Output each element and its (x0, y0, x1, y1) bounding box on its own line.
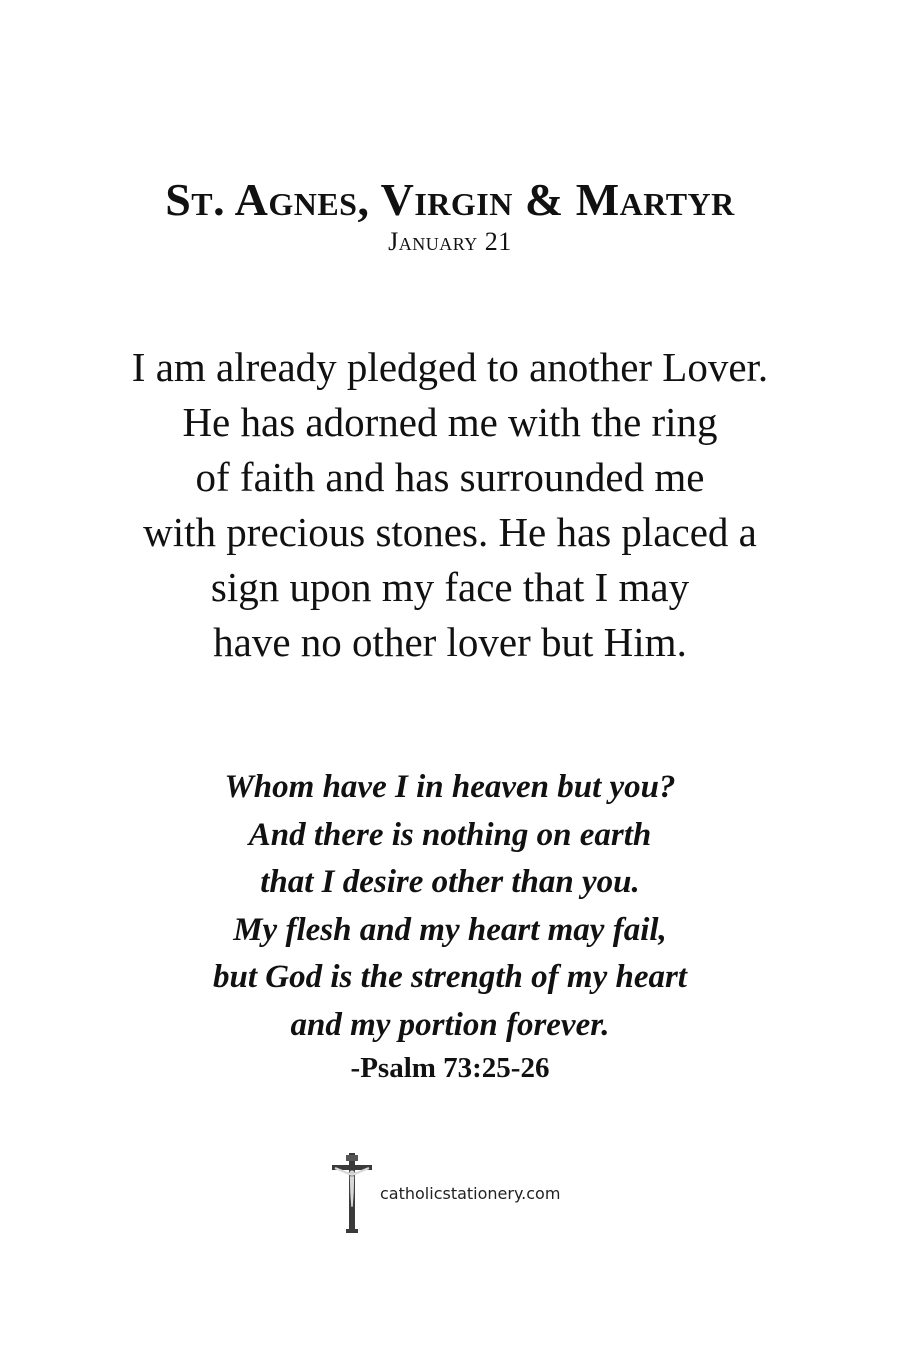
scripture-line: that I desire other than you. (260, 864, 640, 900)
page-title: St. Agnes, Virgin & Martyr (165, 174, 735, 225)
scripture-citation: -Psalm 73:25-26 (350, 1052, 550, 1084)
scripture-line: Whom have I in heaven but you? (224, 769, 676, 805)
website-link[interactable]: catholicstationery.com (380, 1183, 561, 1203)
saint-quote (0, 340, 900, 670)
feast-date: January 21 (388, 227, 512, 256)
scripture-passage (0, 764, 900, 1049)
scripture-line: And there is nothing on earth (248, 816, 652, 853)
quote-line: sign upon my face that I may (210, 564, 690, 610)
quote-line: I am already pledged to another Lover. (131, 344, 769, 390)
quote-line: have no other lover but Him. (213, 619, 687, 665)
scripture-line: and my portion forever. (290, 1006, 610, 1043)
scripture-line: but God is the strength of my heart (213, 959, 687, 995)
scripture-line: My flesh and my heart may fail, (233, 911, 667, 948)
footer (330, 1150, 560, 1236)
crucifix-icon (330, 1151, 374, 1235)
quote-line: of faith and has surrounded me (195, 454, 705, 500)
quote-line: He has adorned me with the ring (182, 399, 718, 445)
quote-line: with precious stones. He has placed a (143, 509, 757, 555)
